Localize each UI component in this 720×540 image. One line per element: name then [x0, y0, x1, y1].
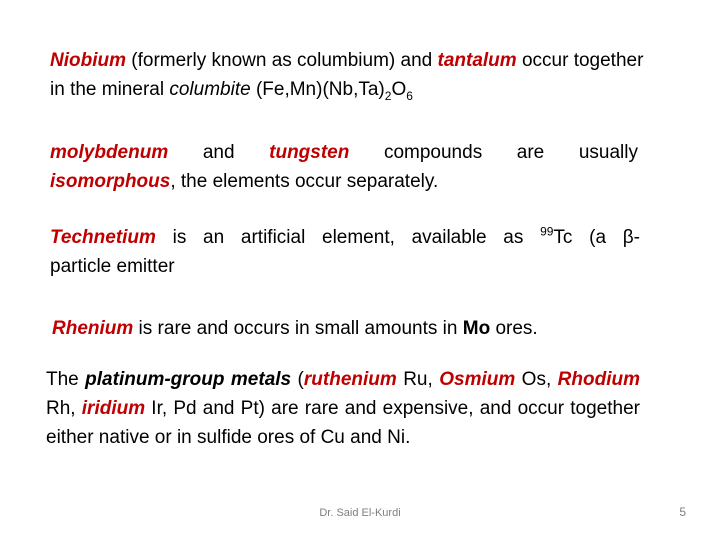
line — [50, 138, 638, 167]
superscript: 99 — [540, 224, 554, 239]
term-tantalum: tantalum — [437, 50, 517, 71]
text: is an artificial element, available as — [155, 227, 541, 248]
text: particle emitter — [50, 256, 175, 277]
text: compounds are usually — [349, 142, 638, 163]
paragraph-molybdenum-tungsten — [50, 138, 638, 196]
subscript: 6 — [406, 88, 413, 103]
term-columbite: columbite — [169, 79, 251, 100]
text: (formerly known as columbium) and — [126, 50, 438, 71]
term-ruthenium: ruthenium — [303, 369, 397, 390]
text: ores. — [490, 318, 538, 339]
text: Tc (a β- — [553, 227, 640, 248]
text: occur together in the mineral — [50, 50, 644, 100]
term-rhenium: Rhenium — [52, 318, 134, 339]
line — [50, 223, 640, 252]
subscript: 2 — [384, 88, 392, 103]
text: Rh, — [46, 398, 82, 419]
text: , the elements occur separately. — [170, 171, 439, 192]
paragraph-niobium-tantalum — [50, 46, 660, 104]
term-niobium: Niobium — [50, 50, 126, 71]
term-osmium: Osmium — [439, 369, 516, 390]
paragraph-technetium — [50, 223, 640, 281]
text: is rare and occurs in small amounts in — [133, 318, 463, 339]
text: ( — [291, 369, 304, 390]
term-platinum-group-metals: platinum-group metals — [85, 369, 292, 390]
text: Ru, — [396, 369, 440, 390]
term-molybdenum: molybdenum — [50, 142, 169, 163]
paragraph-rhenium — [52, 314, 672, 343]
footer-author: Dr. Said El-Kurdi — [319, 507, 401, 519]
term-technetium: Technetium — [50, 227, 156, 248]
formula-part: O — [391, 79, 407, 100]
formula-part: (Fe,Mn)(Nb,Ta) — [250, 79, 385, 100]
text: Ir, Pd and Pt) are rare and expensive, and occur together either native or in sulfide ores of Cu and Ni. — [46, 398, 640, 448]
text: and — [168, 142, 270, 163]
page-number: 5 — [679, 505, 686, 519]
term-iridium: iridium — [81, 398, 146, 419]
paragraph-platinum-group — [46, 365, 640, 452]
term-isomorphous: isomorphous — [50, 171, 171, 192]
term-rhodium: Rhodium — [557, 369, 640, 390]
text: The — [46, 369, 86, 390]
text: Os, — [515, 369, 558, 390]
term-tungsten: tungsten — [269, 142, 350, 163]
term-mo: Mo — [462, 318, 491, 339]
